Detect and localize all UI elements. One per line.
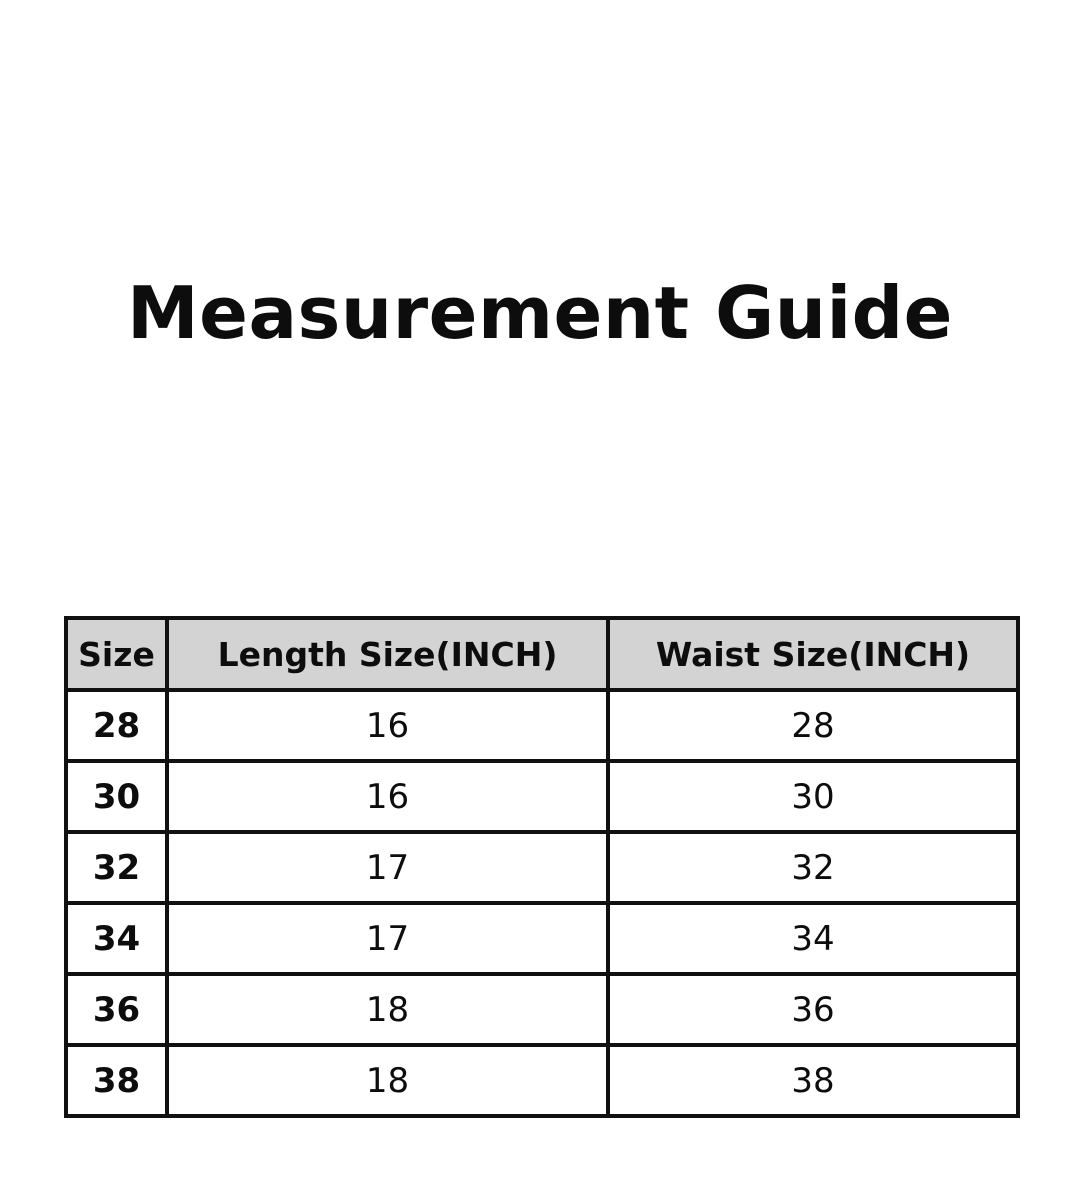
table-row [66,974,1018,1045]
size-cell: 36 [66,974,167,1045]
length-cell: 16 [167,690,608,761]
header-length-size: Length Size(INCH) [167,618,608,690]
size-cell: 30 [66,761,167,832]
size-cell: 38 [66,1045,167,1116]
length-cell: 18 [167,1045,608,1116]
waist-cell: 32 [608,832,1018,903]
page-title: Measurement Guide [126,271,954,355]
table-row [66,690,1018,761]
length-cell: 17 [167,903,608,974]
waist-cell: 30 [608,761,1018,832]
header-waist-size: Waist Size(INCH) [608,618,1018,690]
table-header-row [66,618,1018,690]
header-size: Size [66,618,167,690]
table-row [66,903,1018,974]
waist-cell: 38 [608,1045,1018,1116]
waist-cell: 28 [608,690,1018,761]
size-cell: 32 [66,832,167,903]
length-cell: 18 [167,974,608,1045]
table-row [66,832,1018,903]
measurement-table [64,616,1020,1118]
table-row [66,761,1018,832]
size-cell: 28 [66,690,167,761]
waist-cell: 34 [608,903,1018,974]
length-cell: 16 [167,761,608,832]
length-cell: 17 [167,832,608,903]
waist-cell: 36 [608,974,1018,1045]
table-row [66,1045,1018,1116]
size-cell: 34 [66,903,167,974]
